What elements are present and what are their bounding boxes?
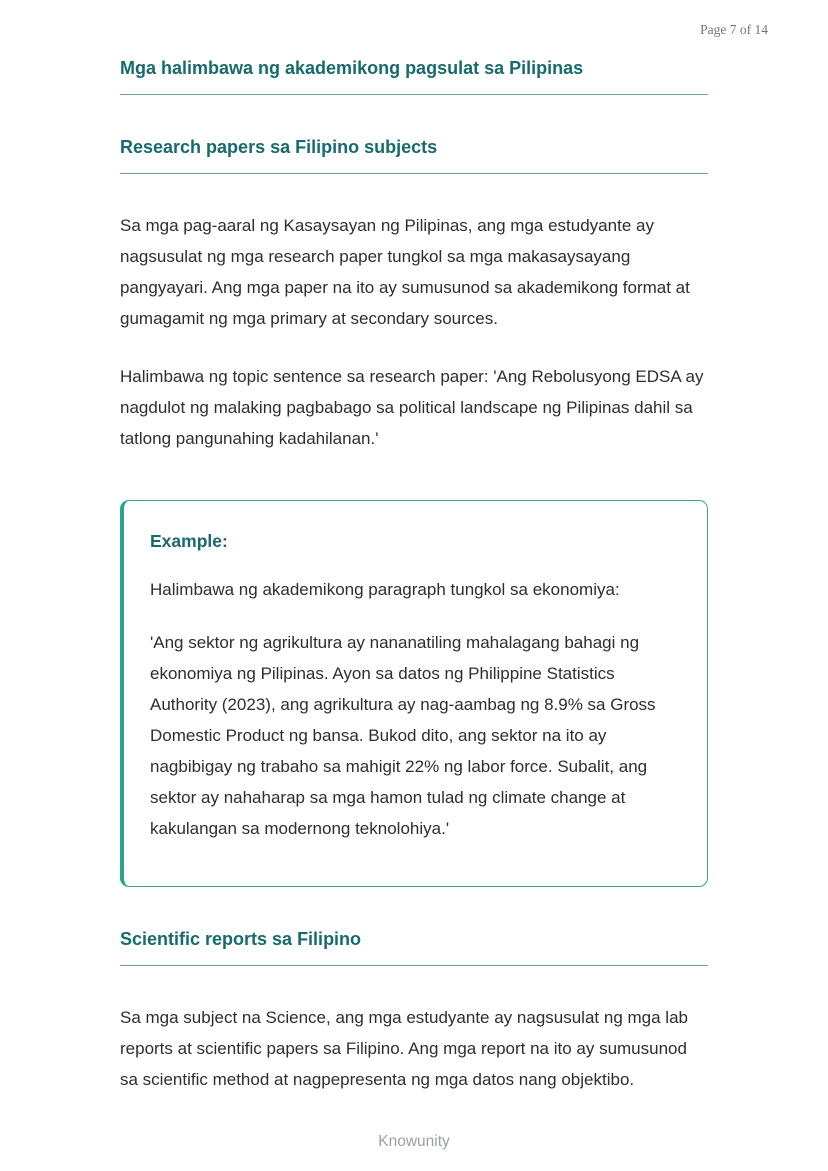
section-heading-research-papers: Research papers sa Filipino subjects [120, 137, 708, 174]
research-papers-paragraph-1: Sa mga pag-aaral ng Kasaysayan ng Pilipinas, ang mga estudyante ay nagsusulat ng mga research paper tungkol sa mga makasaysayang pangyayari. Ang mga paper na ito ay sumusunod sa akademikong format at gumagamit ng mga primary at secondary sources. [120, 216, 690, 328]
example-box-body: 'Ang sektor ng agrikultura ay nananatiling mahalagang bahagi ng ekonomiya ng Pilipinas. Ayon sa datos ng Philippine Statistics Authority (2023), ang agrikultura ay nag-aambag ng 8.9% sa Gross Domestic Product ng bansa. Bukod dito, ang sektor na ito ay nagbibigay ng trabaho sa mahigit 22% ng labor force. Subalit, ang sektor ay nahaharap sa mga hamon tulad ng climate change at kakulangan sa modernong teknolohiya.' [150, 633, 656, 838]
page-number-indicator: Page 7 of 14 [700, 22, 768, 37]
example-box-label: Example: [150, 531, 228, 551]
scientific-reports-paragraph-1: Sa mga subject na Science, ang mga estudyante ay nagsusulat ng mga lab reports at scientific papers sa Filipino. Ang mga report na ito ay sumusunod sa scientific method at nagpepresenta ng mga datos nang objektibo. [120, 1008, 688, 1089]
example-box [120, 500, 708, 887]
footer-brand: Knowunity [378, 1133, 450, 1150]
example-box-intro: Halimbawa ng akademikong paragraph tungkol sa ekonomiya: [150, 580, 620, 599]
section-heading-scientific-reports: Scientific reports sa Filipino [120, 929, 708, 966]
research-papers-paragraph-2: Halimbawa ng topic sentence sa research paper: 'Ang Rebolusyong EDSA ay nagdulot ng malaking pagbabago sa political landscape ng Pilipinas dahil sa tatlong pangunahing kadahilanan.' [120, 367, 704, 448]
main-heading: Mga halimbawa ng akademikong pagsulat sa Pilipinas [120, 58, 708, 95]
